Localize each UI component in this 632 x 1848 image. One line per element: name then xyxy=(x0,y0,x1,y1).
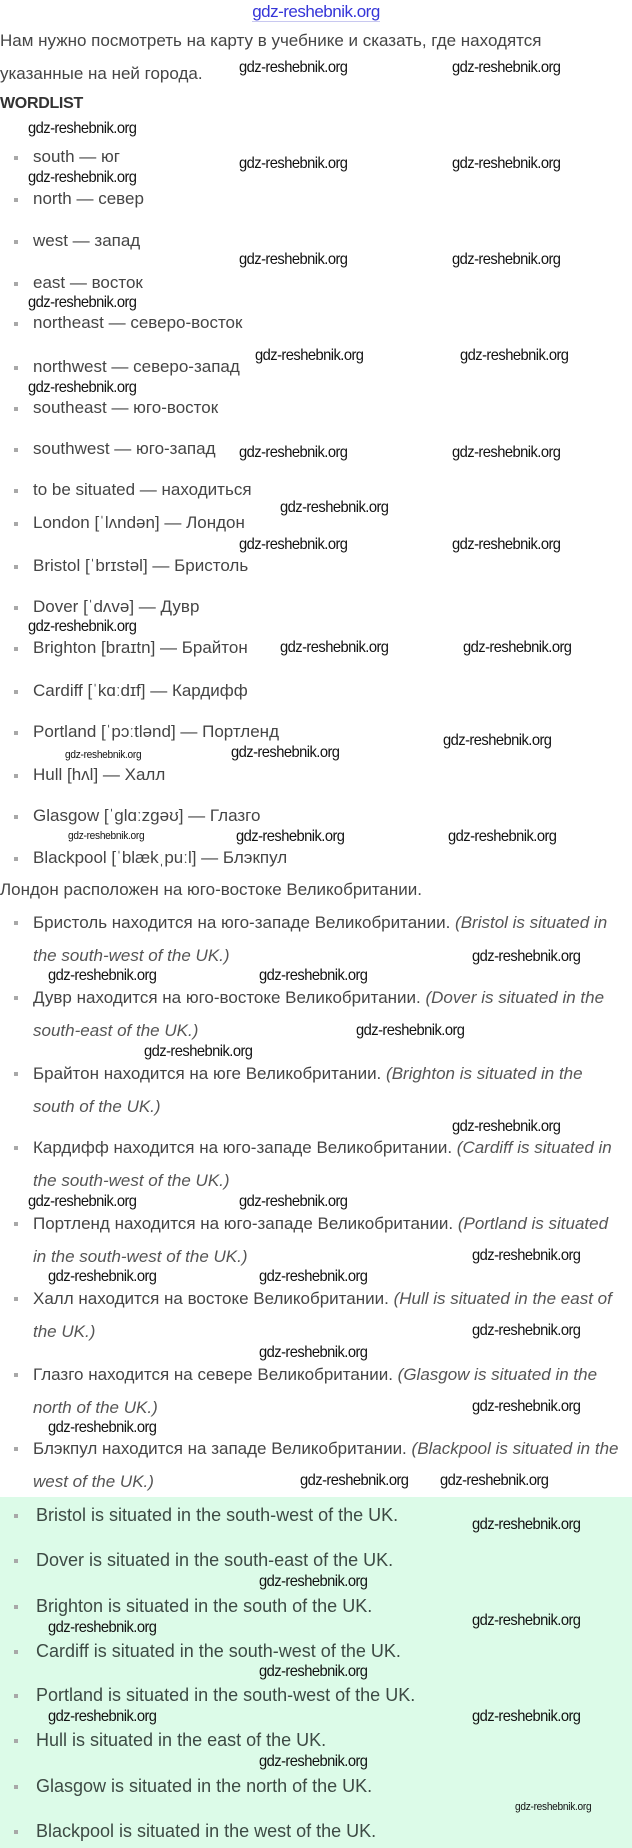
wordlist-item: to be situated — находиться xyxy=(33,480,252,499)
watermark-text: gdz-reshebnik.org xyxy=(280,499,389,516)
watermark-text: gdz-reshebnik.org xyxy=(452,444,561,461)
watermark-text: gdz-reshebnik.org xyxy=(255,347,364,364)
sentence-russian: Халл находится на востоке Великобритании. xyxy=(33,1289,389,1308)
bullet-icon xyxy=(14,1373,18,1377)
answer-item: Glasgow is situated in the north of the UK. xyxy=(36,1776,373,1796)
answer-item: Dover is situated in the south-east of the UK. xyxy=(36,1550,394,1570)
watermark-text: gdz-reshebnik.org xyxy=(259,1268,368,1285)
sentence-item xyxy=(33,981,623,1047)
site-title-link[interactable] xyxy=(0,2,632,22)
bullet-icon xyxy=(14,522,18,526)
sentence-english: (Dover is situated in the south-east of the UK.) xyxy=(33,988,605,1040)
bullet-icon xyxy=(14,1514,18,1518)
watermark-text: gdz-reshebnik.org xyxy=(231,744,340,761)
wordlist-item: northwest — северо-запад xyxy=(33,357,240,376)
watermark-text: gdz-reshebnik.org xyxy=(28,379,137,396)
sentence-russian: Глазго находится на севере Великобритании. xyxy=(33,1365,393,1384)
wordlist-item: south — юг xyxy=(33,147,120,166)
sentence-russian: Брайтон находится на юге Великобритании. xyxy=(33,1064,382,1083)
bullet-icon xyxy=(14,1222,18,1226)
wordlist-item: Hull [hʌl] — Халл xyxy=(33,765,166,784)
watermark-text: gdz-reshebnik.org xyxy=(280,639,389,656)
watermark-text: gdz-reshebnik.org xyxy=(472,948,581,965)
watermark-text: gdz-reshebnik.org xyxy=(239,1193,348,1210)
answer-item: Hull is situated in the east of the UK. xyxy=(36,1730,327,1750)
sentence-english: (Hull is situated in the east of the UK.) xyxy=(33,1289,612,1341)
watermark-text: gdz-reshebnik.org xyxy=(65,749,142,761)
watermark-text: gdz-reshebnik.org xyxy=(452,155,561,172)
intro-line-1: Нам нужно посмотреть на карту в учебнике и сказать, где находятся xyxy=(0,31,542,50)
sentence-item xyxy=(33,1131,623,1197)
watermark-text: gdz-reshebnik.org xyxy=(356,1022,465,1039)
wordlist-item: southwest — юго-запад xyxy=(33,439,216,458)
wordlist-item: Bristol [ˈbrɪstəl] — Бристоль xyxy=(33,556,249,575)
watermark-text: gdz-reshebnik.org xyxy=(463,639,572,656)
watermark-text: gdz-reshebnik.org xyxy=(452,536,561,553)
answer-item: Portland is situated in the south-west of the UK. xyxy=(36,1685,416,1705)
bullet-icon xyxy=(14,857,18,861)
watermark-text: gdz-reshebnik.org xyxy=(452,251,561,268)
bullet-icon xyxy=(14,690,18,694)
watermark-text: gdz-reshebnik.org xyxy=(472,1708,581,1725)
watermark-text: gdz-reshebnik.org xyxy=(48,1268,157,1285)
watermark-text: gdz-reshebnik.org xyxy=(48,967,157,984)
wordlist-item: east — восток xyxy=(33,273,143,292)
bullet-icon xyxy=(14,198,18,202)
watermark-text: gdz-reshebnik.org xyxy=(48,1708,157,1725)
bullet-icon xyxy=(14,731,18,735)
bullet-icon xyxy=(14,1650,18,1654)
sentence-russian: Блэкпул находится на западе Великобритании. xyxy=(33,1439,407,1458)
bullet-icon xyxy=(14,1605,18,1609)
answer-item: Cardiff is situated in the south-west of the UK. xyxy=(36,1641,401,1661)
answer-item: Bristol is situated in the south-west of the UK. xyxy=(36,1505,399,1525)
watermark-text: gdz-reshebnik.org xyxy=(443,732,552,749)
watermark-text: gdz-reshebnik.org xyxy=(472,1247,581,1264)
watermark-text: gdz-reshebnik.org xyxy=(448,828,557,845)
bullet-icon xyxy=(14,996,18,1000)
watermark-text: gdz-reshebnik.org xyxy=(472,1516,581,1533)
watermark-text: gdz-reshebnik.org xyxy=(28,618,137,635)
sentence-russian: Дувр находится на юго-востоке Великобритании. xyxy=(33,988,421,1007)
answer-item: Blackpool is situated in the west of the UK. xyxy=(36,1821,377,1841)
bullet-icon xyxy=(14,565,18,569)
bullet-icon xyxy=(14,448,18,452)
watermark-text: gdz-reshebnik.org xyxy=(144,1043,253,1060)
wordlist-item: London [ˈlʌndən] — Лондон xyxy=(33,513,245,532)
sentence-russian: Бристоль находится на юго-западе Великобритании. xyxy=(33,913,451,932)
sentence-english: (Blackpool is situated in the west of the UK.) xyxy=(33,1439,619,1491)
bullet-icon xyxy=(14,1559,18,1563)
bullet-icon xyxy=(14,489,18,493)
wordlist-item: Cardiff [ˈkɑːdɪf] — Кардифф xyxy=(33,681,248,700)
watermark-text: gdz-reshebnik.org xyxy=(68,830,145,842)
watermark-text: gdz-reshebnik.org xyxy=(259,967,368,984)
bullet-icon xyxy=(14,240,18,244)
watermark-text: gdz-reshebnik.org xyxy=(239,536,348,553)
wordlist-item: Blackpool [ˈblækˌpuːl] — Блэкпул xyxy=(33,848,288,867)
watermark-text: gdz-reshebnik.org xyxy=(28,120,137,137)
watermark-text: gdz-reshebnik.org xyxy=(472,1612,581,1629)
bullet-icon xyxy=(14,774,18,778)
sentence-russian: Кардифф находится на юго-западе Великобритании. xyxy=(33,1138,453,1157)
sentence-english: (Portland is situated in the south-west of the UK.) xyxy=(33,1214,609,1266)
bullet-icon xyxy=(14,1739,18,1743)
answer-item: Brighton is situated in the south of the UK. xyxy=(36,1596,373,1616)
watermark-text: gdz-reshebnik.org xyxy=(236,828,345,845)
bullet-icon xyxy=(14,1785,18,1789)
intro-line-2: указанные на ней города. xyxy=(0,64,203,83)
watermark-text: gdz-reshebnik.org xyxy=(48,1419,157,1436)
watermark-text: gdz-reshebnik.org xyxy=(239,59,348,76)
bullet-icon xyxy=(14,815,18,819)
watermark-text: gdz-reshebnik.org xyxy=(239,251,348,268)
watermark-text: gdz-reshebnik.org xyxy=(239,155,348,172)
bullet-icon xyxy=(14,1072,18,1076)
sentence-english: (Bristol is situated in the south-west of the UK.) xyxy=(33,913,608,965)
watermark-text: gdz-reshebnik.org xyxy=(28,294,137,311)
wordlist-item: Dover [ˈdʌvə] — Дувр xyxy=(33,597,200,616)
bullet-icon xyxy=(14,366,18,370)
wordlist-item: southeast — юго-восток xyxy=(33,398,219,417)
bullet-icon xyxy=(14,407,18,411)
bullet-icon xyxy=(14,1297,18,1301)
watermark-text: gdz-reshebnik.org xyxy=(472,1322,581,1339)
watermark-text: gdz-reshebnik.org xyxy=(440,1472,549,1489)
watermark-text: gdz-reshebnik.org xyxy=(48,1619,157,1636)
wordlist-item: northeast — северо-восток xyxy=(33,313,243,332)
sentence-english: (Cardiff is situated in the south-west of the UK.) xyxy=(33,1138,612,1190)
bullet-icon xyxy=(14,647,18,651)
wordlist-heading: WORDLIST xyxy=(0,95,83,112)
bullet-icon xyxy=(14,282,18,286)
bullet-icon xyxy=(14,606,18,610)
watermark-text: gdz-reshebnik.org xyxy=(259,1663,368,1680)
london-sentence: Лондон расположен на юго-востоке Великобритании. xyxy=(0,880,422,899)
wordlist-item: Portland [ˈpɔːtlənd] — Портленд xyxy=(33,722,279,741)
watermark-text: gdz-reshebnik.org xyxy=(300,1472,409,1489)
wordlist-item: north — север xyxy=(33,189,144,208)
wordlist-item: Glasgow [ˈglɑːzgəʊ] — Глазго xyxy=(33,806,261,825)
bullet-icon xyxy=(14,156,18,160)
sentence-english: (Glasgow is situated in the north of the UK.) xyxy=(33,1365,598,1417)
wordlist-item: Brighton [braɪtn] — Брайтон xyxy=(33,638,248,657)
watermark-text: gdz-reshebnik.org xyxy=(452,1118,561,1135)
wordlist-item: west — запад xyxy=(33,231,141,250)
bullet-icon xyxy=(14,1447,18,1451)
sentence-english: (Brighton is situated in the south of the UK.) xyxy=(33,1064,583,1116)
watermark-text: gdz-reshebnik.org xyxy=(452,59,561,76)
watermark-text: gdz-reshebnik.org xyxy=(28,1193,137,1210)
watermark-text: gdz-reshebnik.org xyxy=(515,1801,592,1813)
watermark-text: gdz-reshebnik.org xyxy=(259,1344,368,1361)
bullet-icon xyxy=(14,322,18,326)
watermark-text: gdz-reshebnik.org xyxy=(239,444,348,461)
bullet-icon xyxy=(14,1830,18,1834)
bullet-icon xyxy=(14,1694,18,1698)
sentence-russian: Портленд находится на юго-западе Великобритании. xyxy=(33,1214,454,1233)
site-title-text[interactable]: gdz-reshebnik.org xyxy=(252,2,380,21)
bullet-icon xyxy=(14,1146,18,1150)
watermark-text: gdz-reshebnik.org xyxy=(259,1573,368,1590)
watermark-text: gdz-reshebnik.org xyxy=(472,1398,581,1415)
sentence-item xyxy=(33,1057,623,1123)
watermark-text: gdz-reshebnik.org xyxy=(259,1753,368,1770)
bullet-icon xyxy=(14,921,18,925)
watermark-text: gdz-reshebnik.org xyxy=(460,347,569,364)
watermark-text: gdz-reshebnik.org xyxy=(28,169,137,186)
